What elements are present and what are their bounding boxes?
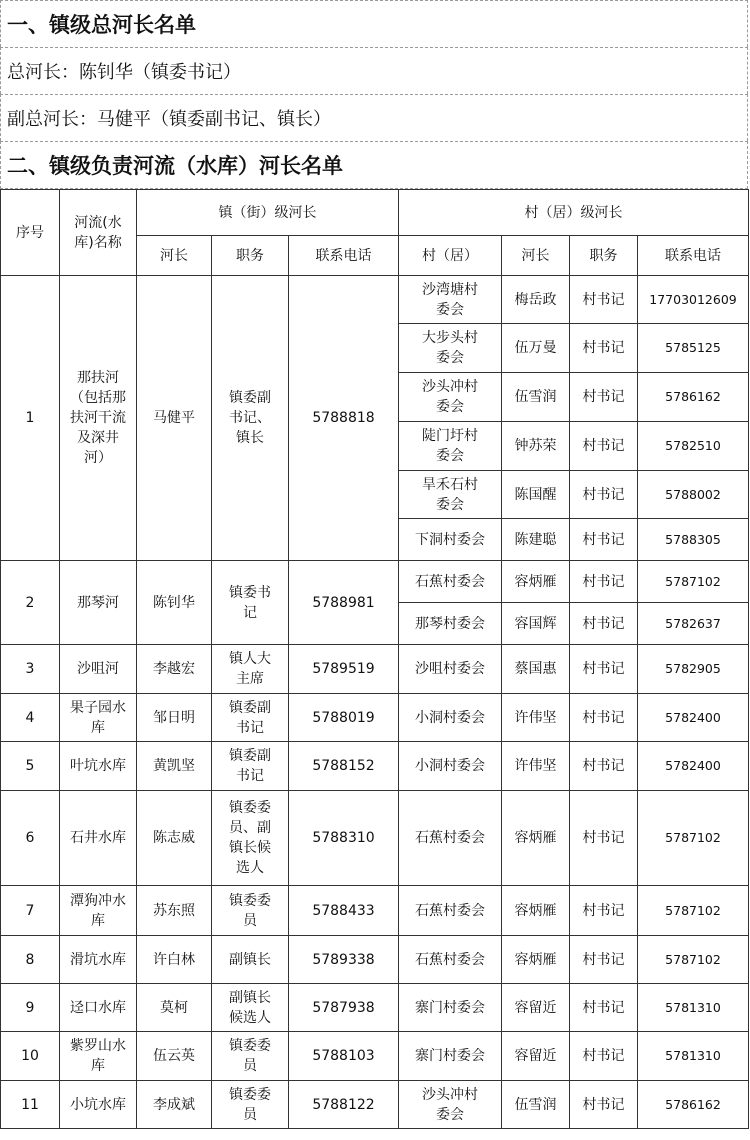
header-village-position: 职务 bbox=[570, 236, 638, 276]
village-position-cell: 村书记 bbox=[570, 694, 638, 742]
village-cell: 石蕉村委会 bbox=[399, 561, 502, 603]
river-name-cell: 紫罗山水库 bbox=[60, 1032, 137, 1081]
town-position-cell: 镇委副书记、镇长 bbox=[212, 276, 289, 561]
village-phone-cell: 5787102 bbox=[638, 936, 749, 984]
village-position-cell: 村书记 bbox=[570, 742, 638, 791]
seq-cell: 7 bbox=[1, 886, 60, 936]
header-town-position: 职务 bbox=[212, 236, 289, 276]
village-position-cell: 村书记 bbox=[570, 603, 638, 645]
village-chief-cell: 伍万曼 bbox=[502, 324, 570, 373]
table-row bbox=[1, 742, 749, 791]
village-chief-cell: 容留近 bbox=[502, 984, 570, 1032]
section-2-heading: 二、镇级负责河流（水库）河长名单 bbox=[0, 141, 748, 189]
seq-cell: 8 bbox=[1, 936, 60, 984]
village-phone-cell: 17703012609 bbox=[638, 276, 749, 324]
town-phone-cell: 5788981 bbox=[289, 561, 399, 645]
village-cell: 沙湾塘村委会 bbox=[399, 276, 502, 324]
header-town-chief: 河长 bbox=[137, 236, 212, 276]
village-position-cell: 村书记 bbox=[570, 519, 638, 561]
village-position-cell: 村书记 bbox=[570, 1032, 638, 1081]
village-phone-cell: 5786162 bbox=[638, 1081, 749, 1129]
village-cell: 寨门村委会 bbox=[399, 1032, 502, 1081]
village-position-cell: 村书记 bbox=[570, 324, 638, 373]
header-river-name: 河流(水库)名称 bbox=[60, 190, 137, 276]
village-chief-cell: 容炳雁 bbox=[502, 936, 570, 984]
town-position-cell: 镇委委员 bbox=[212, 886, 289, 936]
village-cell: 寨门村委会 bbox=[399, 984, 502, 1032]
town-chief-cell: 莫柯 bbox=[137, 984, 212, 1032]
river-name-cell: 那扶河（包括那扶河干流及深井河） bbox=[60, 276, 137, 561]
river-name-cell: 叶坑水库 bbox=[60, 742, 137, 791]
town-phone-cell: 5788103 bbox=[289, 1032, 399, 1081]
header-village-level-chief: 村（居）级河长 bbox=[399, 190, 749, 236]
table-row bbox=[1, 561, 749, 603]
village-phone-cell: 5782637 bbox=[638, 603, 749, 645]
table-row bbox=[1, 886, 749, 936]
village-cell: 石蕉村委会 bbox=[399, 791, 502, 886]
village-position-cell: 村书记 bbox=[570, 276, 638, 324]
village-phone-cell: 5781310 bbox=[638, 1032, 749, 1081]
village-position-cell: 村书记 bbox=[570, 1081, 638, 1129]
village-phone-cell: 5782400 bbox=[638, 742, 749, 791]
seq-cell: 11 bbox=[1, 1081, 60, 1129]
seq-cell: 2 bbox=[1, 561, 60, 645]
header-town-level-chief: 镇（街）级河长 bbox=[137, 190, 399, 236]
river-name-cell: 迳口水库 bbox=[60, 984, 137, 1032]
town-chief-cell: 苏东照 bbox=[137, 886, 212, 936]
table-row bbox=[1, 984, 749, 1032]
river-name-cell: 果子园水库 bbox=[60, 694, 137, 742]
table-row bbox=[1, 1081, 749, 1129]
village-position-cell: 村书记 bbox=[570, 561, 638, 603]
village-chief-cell: 伍雪润 bbox=[502, 1081, 570, 1129]
town-position-cell: 镇委书记 bbox=[212, 561, 289, 645]
town-chief-cell: 陈钊华 bbox=[137, 561, 212, 645]
town-position-cell: 镇委委员 bbox=[212, 1032, 289, 1081]
village-chief-cell: 梅岳政 bbox=[502, 276, 570, 324]
village-chief-cell: 钟苏荣 bbox=[502, 422, 570, 471]
table-row bbox=[1, 276, 749, 324]
village-phone-cell: 5782510 bbox=[638, 422, 749, 471]
village-phone-cell: 5786162 bbox=[638, 373, 749, 422]
village-cell: 石蕉村委会 bbox=[399, 936, 502, 984]
town-phone-cell: 5788019 bbox=[289, 694, 399, 742]
town-phone-cell: 5789338 bbox=[289, 936, 399, 984]
village-chief-cell: 容炳雁 bbox=[502, 561, 570, 603]
table-row bbox=[1, 936, 749, 984]
river-name-cell: 小坑水库 bbox=[60, 1081, 137, 1129]
village-position-cell: 村书记 bbox=[570, 645, 638, 694]
town-position-cell: 镇委委员、副镇长候选人 bbox=[212, 791, 289, 886]
village-position-cell: 村书记 bbox=[570, 373, 638, 422]
header-village-chief: 河长 bbox=[502, 236, 570, 276]
village-phone-cell: 5788305 bbox=[638, 519, 749, 561]
river-name-cell: 石井水库 bbox=[60, 791, 137, 886]
town-phone-cell: 5788152 bbox=[289, 742, 399, 791]
town-chief-cell: 李成斌 bbox=[137, 1081, 212, 1129]
village-position-cell: 村书记 bbox=[570, 936, 638, 984]
town-position-cell: 镇委副书记 bbox=[212, 742, 289, 791]
town-phone-cell: 5788433 bbox=[289, 886, 399, 936]
village-phone-cell: 5787102 bbox=[638, 561, 749, 603]
seq-cell: 5 bbox=[1, 742, 60, 791]
seq-cell: 1 bbox=[1, 276, 60, 561]
town-chief-cell: 黄凯坚 bbox=[137, 742, 212, 791]
village-position-cell: 村书记 bbox=[570, 422, 638, 471]
village-cell: 下洞村委会 bbox=[399, 519, 502, 561]
village-position-cell: 村书记 bbox=[570, 886, 638, 936]
seq-cell: 9 bbox=[1, 984, 60, 1032]
town-phone-cell: 5787938 bbox=[289, 984, 399, 1032]
village-cell: 大步头村委会 bbox=[399, 324, 502, 373]
town-position-cell: 镇人大主席 bbox=[212, 645, 289, 694]
town-chief-cell: 陈志威 bbox=[137, 791, 212, 886]
village-chief-cell: 容留近 bbox=[502, 1032, 570, 1081]
town-chief-cell: 许白林 bbox=[137, 936, 212, 984]
village-cell: 陡门圩村委会 bbox=[399, 422, 502, 471]
village-chief-cell: 伍雪润 bbox=[502, 373, 570, 422]
town-phone-cell: 5789519 bbox=[289, 645, 399, 694]
village-phone-cell: 5788002 bbox=[638, 471, 749, 519]
town-chief-cell: 邹日明 bbox=[137, 694, 212, 742]
chief-river-chief-line: 总河长：陈钊华（镇委书记） bbox=[0, 47, 748, 94]
seq-cell: 3 bbox=[1, 645, 60, 694]
village-cell: 那琴村委会 bbox=[399, 603, 502, 645]
header-village: 村（居） bbox=[399, 236, 502, 276]
village-position-cell: 村书记 bbox=[570, 984, 638, 1032]
village-phone-cell: 5782905 bbox=[638, 645, 749, 694]
village-chief-cell: 容炳雁 bbox=[502, 791, 570, 886]
river-name-cell: 沙咀河 bbox=[60, 645, 137, 694]
village-chief-cell: 陈建聪 bbox=[502, 519, 570, 561]
village-cell: 沙咀村委会 bbox=[399, 645, 502, 694]
town-phone-cell: 5788818 bbox=[289, 276, 399, 561]
village-cell: 沙头冲村委会 bbox=[399, 373, 502, 422]
header-village-phone: 联系电话 bbox=[638, 236, 749, 276]
deputy-river-chief-line: 副总河长：马健平（镇委副书记、镇长） bbox=[0, 94, 748, 141]
town-position-cell: 镇委副书记 bbox=[212, 694, 289, 742]
village-position-cell: 村书记 bbox=[570, 471, 638, 519]
town-position-cell: 副镇长候选人 bbox=[212, 984, 289, 1032]
table-row bbox=[1, 1032, 749, 1081]
town-phone-cell: 5788310 bbox=[289, 791, 399, 886]
village-chief-cell: 许伟坚 bbox=[502, 742, 570, 791]
village-cell: 石蕉村委会 bbox=[399, 886, 502, 936]
town-phone-cell: 5788122 bbox=[289, 1081, 399, 1129]
table-row bbox=[1, 791, 749, 886]
river-chief-table bbox=[0, 189, 749, 1129]
town-chief-cell: 伍云英 bbox=[137, 1032, 212, 1081]
village-phone-cell: 5787102 bbox=[638, 886, 749, 936]
village-cell: 旱禾石村委会 bbox=[399, 471, 502, 519]
village-chief-cell: 陈国醒 bbox=[502, 471, 570, 519]
table-row bbox=[1, 645, 749, 694]
village-phone-cell: 5781310 bbox=[638, 984, 749, 1032]
village-phone-cell: 5782400 bbox=[638, 694, 749, 742]
table-row bbox=[1, 694, 749, 742]
village-phone-cell: 5787102 bbox=[638, 791, 749, 886]
town-chief-cell: 李越宏 bbox=[137, 645, 212, 694]
village-chief-cell: 容国辉 bbox=[502, 603, 570, 645]
town-position-cell: 副镇长 bbox=[212, 936, 289, 984]
village-cell: 沙头冲村委会 bbox=[399, 1081, 502, 1129]
river-name-cell: 潭狗冲水库 bbox=[60, 886, 137, 936]
town-position-cell: 镇委委员 bbox=[212, 1081, 289, 1129]
header-town-phone: 联系电话 bbox=[289, 236, 399, 276]
seq-cell: 4 bbox=[1, 694, 60, 742]
village-cell: 小洞村委会 bbox=[399, 694, 502, 742]
seq-cell: 10 bbox=[1, 1032, 60, 1081]
river-name-cell: 那琴河 bbox=[60, 561, 137, 645]
section-1-heading: 一、镇级总河长名单 bbox=[0, 0, 748, 47]
header-seq: 序号 bbox=[1, 190, 60, 276]
river-name-cell: 滑坑水库 bbox=[60, 936, 137, 984]
village-chief-cell: 许伟坚 bbox=[502, 694, 570, 742]
village-chief-cell: 蔡国惠 bbox=[502, 645, 570, 694]
seq-cell: 6 bbox=[1, 791, 60, 886]
town-chief-cell: 马健平 bbox=[137, 276, 212, 561]
village-position-cell: 村书记 bbox=[570, 791, 638, 886]
village-cell: 小洞村委会 bbox=[399, 742, 502, 791]
village-chief-cell: 容炳雁 bbox=[502, 886, 570, 936]
village-phone-cell: 5785125 bbox=[638, 324, 749, 373]
